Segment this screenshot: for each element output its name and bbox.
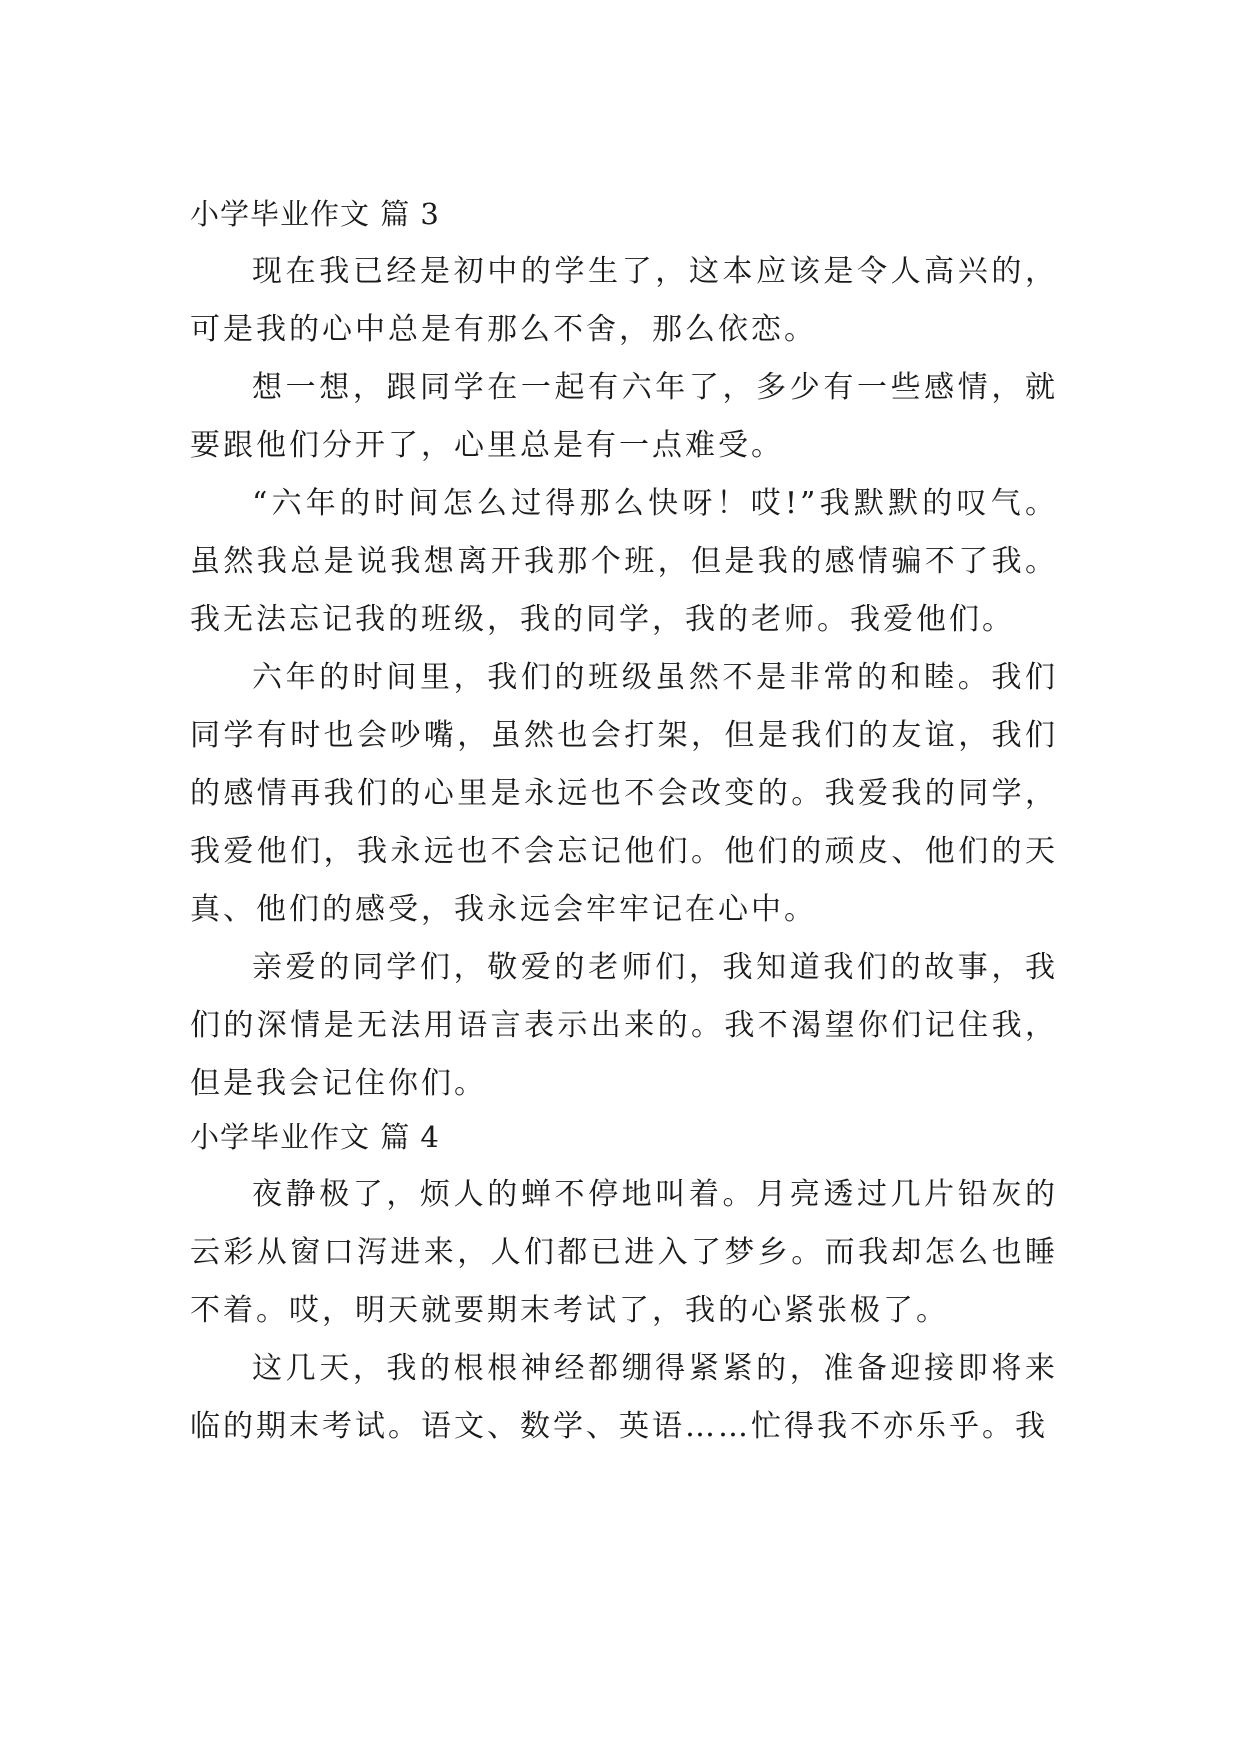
section-heading: 小学毕业作文 篇 3	[190, 197, 440, 231]
paragraph: 现在我已经是初中的学生了，这本应该是令人高兴的，可是我的心中总是有那么不舍，那么依恋。	[190, 254, 1058, 347]
section-heading: 小学毕业作文 篇 4	[190, 1120, 440, 1154]
document-page	[190, 0, 1058, 1754]
essay-section-3	[190, 185, 1058, 1113]
paragraph: “六年的时间怎么过得那么快呀！哎!”我默默的叹气。虽然我总是说我想离开我那个班，但是我的感情骗不了我。我无法忘记我的班级，我的同学，我的老师。我爱他们。	[190, 486, 1058, 637]
paragraph: 六年的时间里，我们的班级虽然不是非常的和睦。我们同学有时也会吵嘴，虽然也会打架，但是我们的友谊，我们的感情再我们的心里是永远也不会改变的。我爱我的同学，我爱他们，我永远也不会忘记他们。他们的顽皮、他们的天真、他们的感受，我永远会牢牢记在心中。	[190, 660, 1058, 927]
paragraph: 想一想，跟同学在一起有六年了，多少有一些感情，就要跟他们分开了，心里总是有一点难受。	[190, 370, 1058, 463]
paragraph: 这几天，我的根根神经都绷得紧紧的，准备迎接即将来临的期末考试。语文、数学、英语……忙得我不亦乐乎。我	[190, 1351, 1058, 1444]
paragraph: 夜静极了，烦人的蝉不停地叫着。月亮透过几片铅灰的云彩从窗口泻进来，人们都已进入了梦乡。而我却怎么也睡不着。哎，明天就要期末考试了，我的心紧张极了。	[190, 1177, 1058, 1328]
paragraph: 亲爱的同学们，敬爱的老师们，我知道我们的故事，我们的深情是无法用语言表示出来的。我不渴望你们记住我，但是我会记住你们。	[190, 950, 1058, 1101]
essay-section-4	[190, 1108, 1058, 1456]
